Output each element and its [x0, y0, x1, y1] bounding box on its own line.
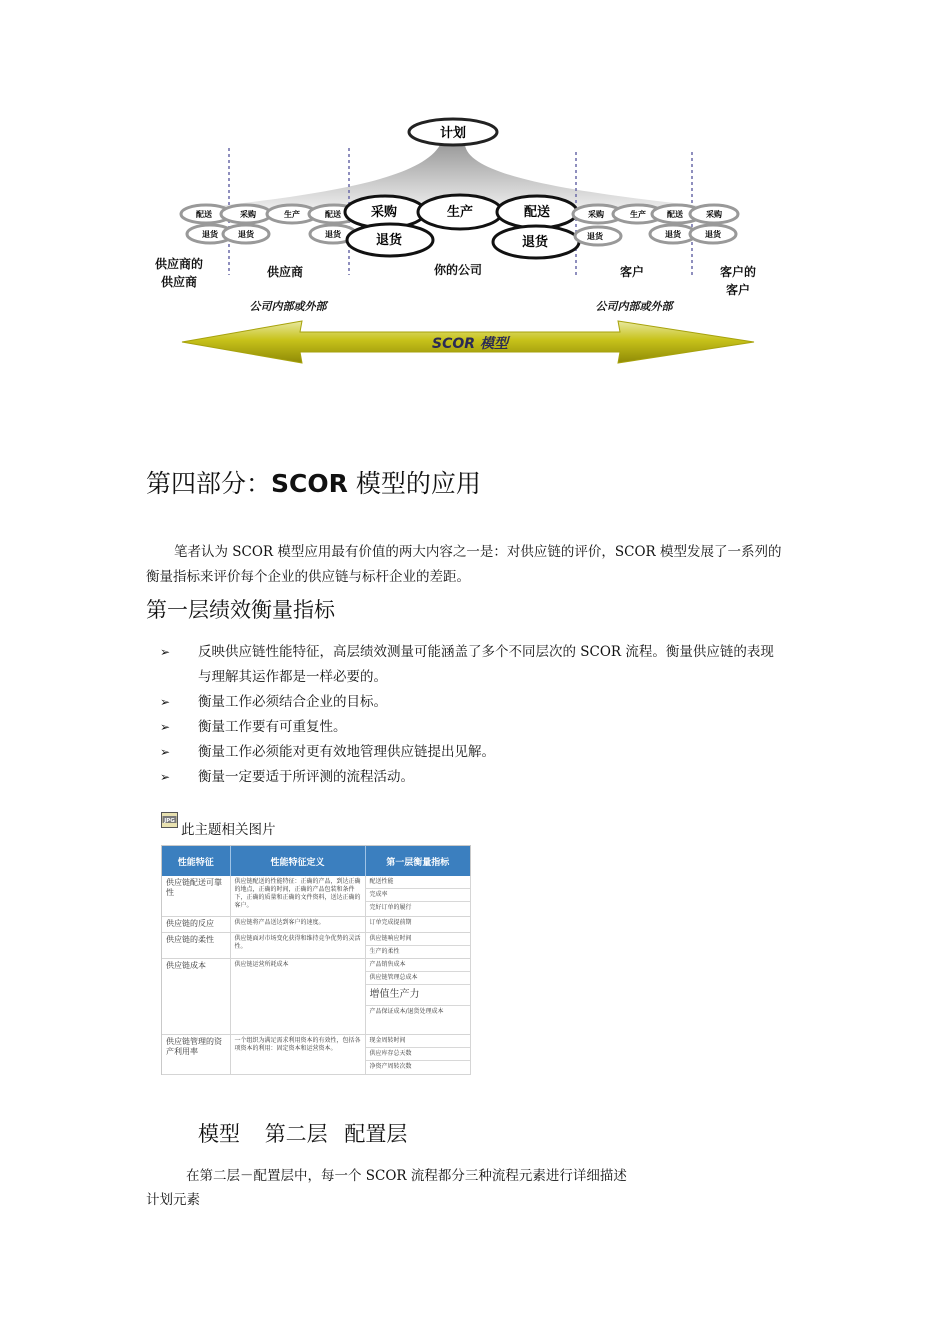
plan-label: 计划	[439, 126, 467, 141]
customer-make-label: 生产	[630, 210, 646, 219]
internal-external-left-label: 公司内部或外部	[249, 300, 327, 313]
supplier-deliver-label: 配送	[196, 210, 212, 219]
table-header-definition: 性能特征定义	[230, 846, 365, 876]
level2-heading-config: 配置层	[344, 1122, 408, 1146]
table-row: 供应链的反应 供应链将产品送达到客户的速度。 订单完成提前期	[162, 916, 470, 932]
company-return-source-label: 退货	[375, 233, 403, 248]
bullet-arrow-icon: ➢	[160, 770, 171, 784]
supplier-of-supplier-label-2: 供应商	[160, 275, 198, 289]
customer-return2-label: 退货	[665, 230, 681, 239]
bullet-text: 衡量工作要有可重复性。	[198, 719, 347, 735]
bullet-text: 衡量工作必须能对更有效地管理供应链提出见解。	[198, 744, 495, 760]
supplier-of-supplier-label-1: 供应商的	[154, 257, 204, 271]
bullet-arrow-icon: ➢	[160, 645, 171, 659]
supplier-return2-label: 退货	[238, 230, 254, 239]
company-return-deliver-label: 退货	[521, 235, 549, 250]
intro-line-1: 笔者认为 SCOR 模型应用最有价值的两大内容之一是：对供应链的评价，SCOR 模型发展了一系列的	[174, 544, 782, 560]
customer-source-label: 采购	[588, 210, 604, 219]
intro-line-2: 衡量指标来评价每个企业的供应链与标杆企业的差距。	[146, 569, 470, 585]
section-title-latin: SCOR	[271, 469, 348, 498]
internal-external-right-label: 公司内部或外部	[595, 300, 673, 313]
customer-of-customer-label-2: 客户	[725, 283, 751, 297]
customer-return1-label: 退货	[587, 232, 603, 241]
scor-model-diagram	[140, 110, 780, 380]
level2-paragraph: 在第二层－配置层中，每一个 SCOR 流程都分三种流程元素进行详细描述	[186, 1168, 627, 1184]
list-item	[160, 765, 810, 790]
customer-source2-label: 采购	[706, 210, 722, 219]
list-item	[160, 740, 810, 765]
customer-of-customer-label-1: 客户的	[719, 265, 757, 279]
level2-heading-layer: 第二层	[264, 1122, 328, 1146]
bullet-arrow-icon: ➢	[160, 745, 171, 759]
table-header-feature: 性能特征	[162, 846, 230, 876]
list-item	[160, 715, 810, 740]
bullet-arrow-icon: ➢	[160, 720, 171, 734]
jpg-file-icon[interactable]	[161, 812, 178, 828]
supplier-label: 供应商	[266, 265, 304, 279]
table-row: 供应链成本 供应链运营所耗成本 产品销售成本 供应链管理总成本 增值生产力 产品保证成本/退货处理成本	[162, 958, 470, 1034]
your-company-label: 你的公司	[433, 263, 483, 277]
plan-element-label: 计划元素	[146, 1192, 200, 1208]
bullet-text: 衡量一定要适于所评测的流程活动。	[198, 769, 414, 785]
customer-label: 客户	[619, 265, 645, 279]
section-heading	[146, 464, 481, 500]
company-make-label: 生产	[446, 205, 474, 220]
level1-heading: 第一层绩效衡量指标	[146, 598, 335, 622]
customer-deliver-label: 配送	[667, 210, 683, 219]
svg-text:JPG: JPG	[164, 818, 175, 824]
company-deliver-label: 配送	[523, 205, 551, 220]
bullet-text-cont: 与理解其运作都是一样必要的。	[198, 669, 387, 685]
table-header-metrics: 第一层衡量指标	[365, 846, 470, 876]
supplier-source-label: 采购	[240, 210, 256, 219]
scor-arrow-label: SCOR 模型	[432, 336, 508, 352]
supplier-return1-label: 退货	[202, 230, 218, 239]
company-source-label: 采购	[370, 205, 398, 220]
level1-bullet-list	[160, 640, 810, 790]
supplier-deliver2-label: 配送	[325, 210, 341, 219]
section-title-prefix: 第四部分：	[146, 469, 272, 498]
bullet-arrow-icon: ➢	[160, 695, 171, 709]
performance-metrics-table	[161, 845, 471, 1075]
bullet-text: 反映供应链性能特征，高层绩效测量可能涵盖了多个不同层次的 SCOR 流程。衡量供应链的表现	[198, 644, 774, 660]
list-item	[160, 690, 810, 715]
figure-caption: 此主题相关图片	[181, 822, 276, 838]
table-row: 供应链管理的资产利用率 一个组织为满足需求利用资本的有效性，包括各项资本的利用：固定资本和运营资本。 现金周转时间 供应库存总天数 净资产周转次数	[162, 1034, 470, 1074]
table-row: 供应链的柔性 供应链面对市场变化获得和维持竞争优势的灵活性。 供应链响应时间 生产的柔性	[162, 932, 470, 958]
list-item	[160, 640, 810, 690]
supplier-make-label: 生产	[284, 210, 300, 219]
level2-heading	[198, 1118, 425, 1148]
section-title-suffix: 模型的应用	[347, 469, 481, 498]
supplier-return3-label: 退货	[325, 230, 341, 239]
customer-return3-label: 退货	[705, 230, 721, 239]
level2-heading-model: 模型	[198, 1122, 240, 1146]
bullet-text: 衡量工作必须结合企业的目标。	[198, 694, 387, 710]
table-row: 供应链配送可靠性 供应链配送的性能特征：正确的产品，到达正确的地点，正确的时间，正确的产品包装和条件下，正确的质量和正确的文件资料，送达正确的客户。 配送性能 完成率 完好订单的履行	[162, 876, 470, 916]
